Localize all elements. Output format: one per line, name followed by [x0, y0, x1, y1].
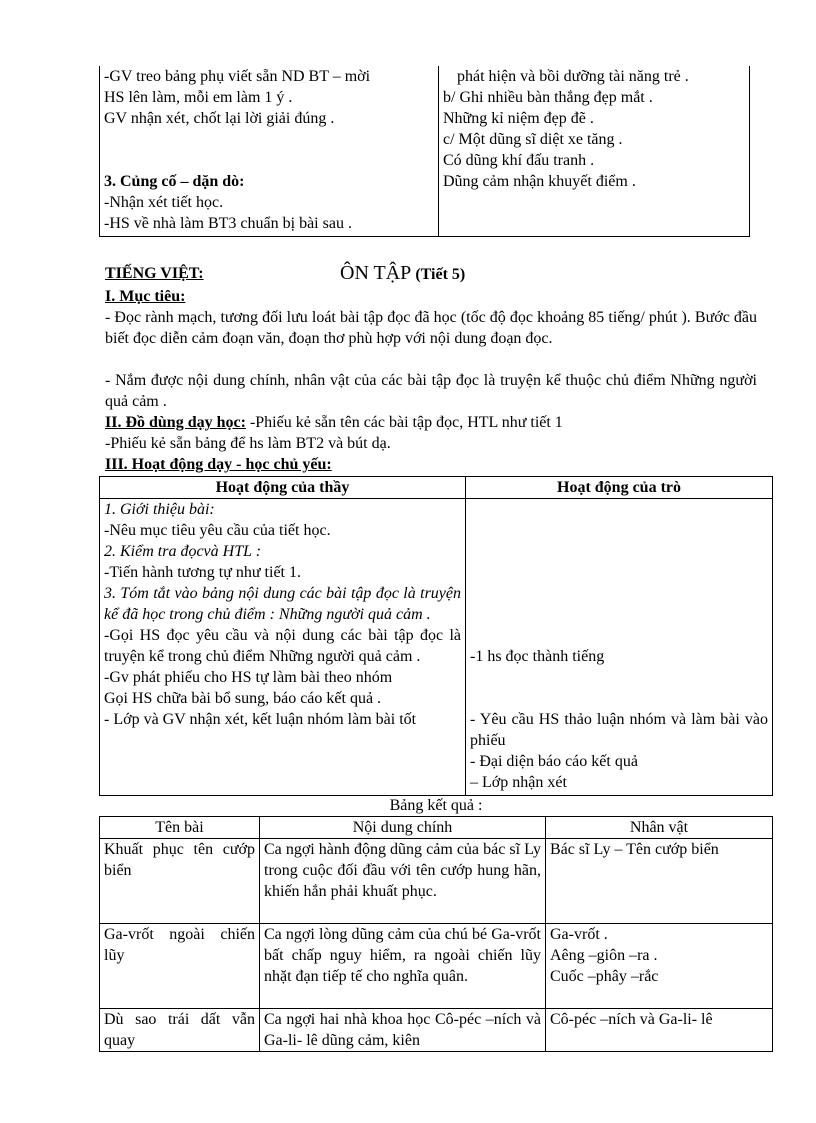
teacher-step-3-group: -Gv phát phiếu cho HS tự làm bài theo nhóm: [104, 669, 393, 686]
header-title: Tên bài: [100, 817, 260, 839]
page-title: [340, 261, 465, 287]
teacher-step-2: 2. Kiểm tra đọcvà HTL :: [104, 543, 262, 560]
row-content: Ca ngợi lòng dũng cảm của chú bé Ga-vrốt bất chấp nguy hiểm, ra ngoài chiến lũy nhặt đạn tiếp tế cho nghĩa quân.: [260, 924, 546, 1009]
header-student: Hoạt động của trò: [466, 477, 773, 499]
table-row: [100, 1009, 773, 1052]
cont-right-line: Những kỉ niệm đẹp đẽ .: [443, 110, 594, 127]
row-characters: [546, 1009, 773, 1052]
objective-1: - Đọc rành mạch, tương đối lưu loát bài tập đọc đã học (tốc độ đọc khoảng 85 tiếng/ phút ). Bước đầu biết đọc diễn cảm đoạn văn, đoạn thơ phù hợp với nội dung đoạn đọc.: [105, 309, 757, 347]
teacher-activities-cell: [100, 499, 466, 796]
row-content: Ca ngợi hành động dũng cảm của bác sĩ Ly trong cuộc đối đầu với tên cướp hung hãn, khiến hắn phải khuất phục.: [260, 839, 546, 924]
cont-right-line: c/ Một dũng sĩ diệt xe tăng .: [443, 131, 623, 148]
character-item: Ga-vrốt .: [550, 926, 608, 943]
character-item: Cuốc –phây –rắc: [550, 968, 659, 985]
table-row: [100, 924, 773, 1009]
cont-right-line: phát hiện và bồi dưỡng tài năng trẻ .: [457, 68, 689, 85]
character-item: Aêng –giôn –ra .: [550, 947, 658, 964]
cont-left-line: GV nhận xét, chốt lại lời giải đúng .: [104, 110, 335, 127]
activities-header-row: [100, 477, 773, 499]
row-characters: [546, 924, 773, 1009]
cont-left-line: HS lên làm, mỗi em làm 1 ý .: [104, 89, 293, 106]
cont-right-line: Dũng cảm nhận khuyết điểm .: [443, 173, 636, 190]
student-activities-cell: [466, 499, 773, 796]
activities-body-row: [100, 499, 773, 796]
student-step-discuss: - Yêu cầu HS thảo luận nhóm và làm bài vào phiếu: [470, 711, 768, 749]
row-content: Ca ngợi hai nhà khoa học Cô-péc –ních và Ga-li- lê dũng cảm, kiên: [260, 1009, 546, 1052]
continuation-teacher-cell: [100, 66, 439, 237]
table-row: [100, 839, 773, 924]
subject-label: TIẾNG VIỆT:: [105, 265, 204, 282]
activities-table: [99, 476, 773, 796]
character-item: Bác sĩ Ly – Tên cướp biển: [550, 841, 719, 858]
header-characters: Nhân vật: [546, 817, 773, 839]
continuation-table: [99, 66, 750, 237]
student-step-read: -1 hs đọc thành tiếng: [470, 648, 605, 665]
header-content: Nội dung chính: [260, 817, 546, 839]
cont-left-line: -GV treo bảng phụ viết sẵn ND BT – mời: [104, 68, 371, 85]
teacher-step-1: 1. Giới thiệu bài:: [104, 501, 215, 518]
header-teacher: Hoạt động của thầy: [100, 477, 466, 499]
teacher-step-3-text: -Gọi HS đọc yêu cầu và nội dung các bài tập đọc là truyện kể trong chủ điểm Những người quả cảm .: [104, 627, 461, 665]
teacher-step-1-text: -Nêu mục tiêu yêu cầu của tiết học.: [104, 522, 331, 539]
cont-left-line: [104, 129, 434, 171]
results-header-row: [100, 817, 773, 839]
section-materials-title: II. Đồ dùng dạy học:: [105, 414, 246, 431]
teacher-step-3-report: Gọi HS chữa bài bổ sung, báo cáo kết quả .: [104, 690, 382, 707]
cont-left-line: -HS về nhà làm BT3 chuẩn bị bài sau .: [104, 215, 352, 232]
row-title: Khuất phục tên cướp biển: [100, 839, 260, 924]
section-activities-title: III. Hoạt động dạy - học chủ yếu:: [105, 456, 332, 473]
continuation-student-cell: [439, 66, 750, 237]
row-title: Ga-vrốt ngoài chiến lũy: [100, 924, 260, 1009]
results-caption: Bảng kết quả :: [389, 797, 483, 814]
teacher-step-3-conclude: - Lớp và GV nhận xét, kết luận nhóm làm bài tốt: [104, 711, 417, 728]
cont-left-line: -Nhận xét tiết học.: [104, 194, 224, 211]
title-main: ÔN TẬP: [340, 262, 412, 284]
row-title: Dù sao trái dất vẫn quay: [100, 1009, 260, 1052]
materials-line-1: [105, 412, 757, 433]
teacher-step-2-text: -Tiến hành tương tự như tiết 1.: [104, 564, 301, 581]
consolidation-heading: 3. Củng cố – dặn dò:: [104, 173, 245, 190]
teacher-step-3: 3. Tóm tắt vào bảng nội dung các bài tập đọc là truyện kể đã học trong chủ điểm : Những người quả cảm .: [104, 585, 461, 623]
title-sub: (Tiết 5): [415, 266, 466, 283]
objective-2: - Nắm được nội dung chính, nhân vật của các bài tập đọc là truyện kể thuộc chủ điểm Những người quả cảm .: [105, 372, 757, 410]
student-step-comment: – Lớp nhận xét: [470, 774, 567, 791]
character-item: Cô-péc –ních và Ga-li- lê: [550, 1011, 713, 1028]
section-objectives-title: I. Mục tiêu:: [105, 288, 186, 305]
row-characters: [546, 839, 773, 924]
student-step-report: - Đại diện báo cáo kết quả: [470, 753, 638, 770]
materials-line-2: -Phiếu kẻ sẵn bảng để hs làm BT2 và bút dạ.: [105, 435, 391, 452]
results-table: [99, 816, 773, 1052]
materials-text-1: -Phiếu kẻ sẵn tên các bài tập đọc, HTL như tiết 1: [249, 414, 563, 431]
cont-right-line: Có dũng khí đấu tranh .: [443, 152, 595, 169]
cont-right-line: b/ Ghi nhiều bàn thắng đẹp mắt .: [443, 89, 653, 106]
